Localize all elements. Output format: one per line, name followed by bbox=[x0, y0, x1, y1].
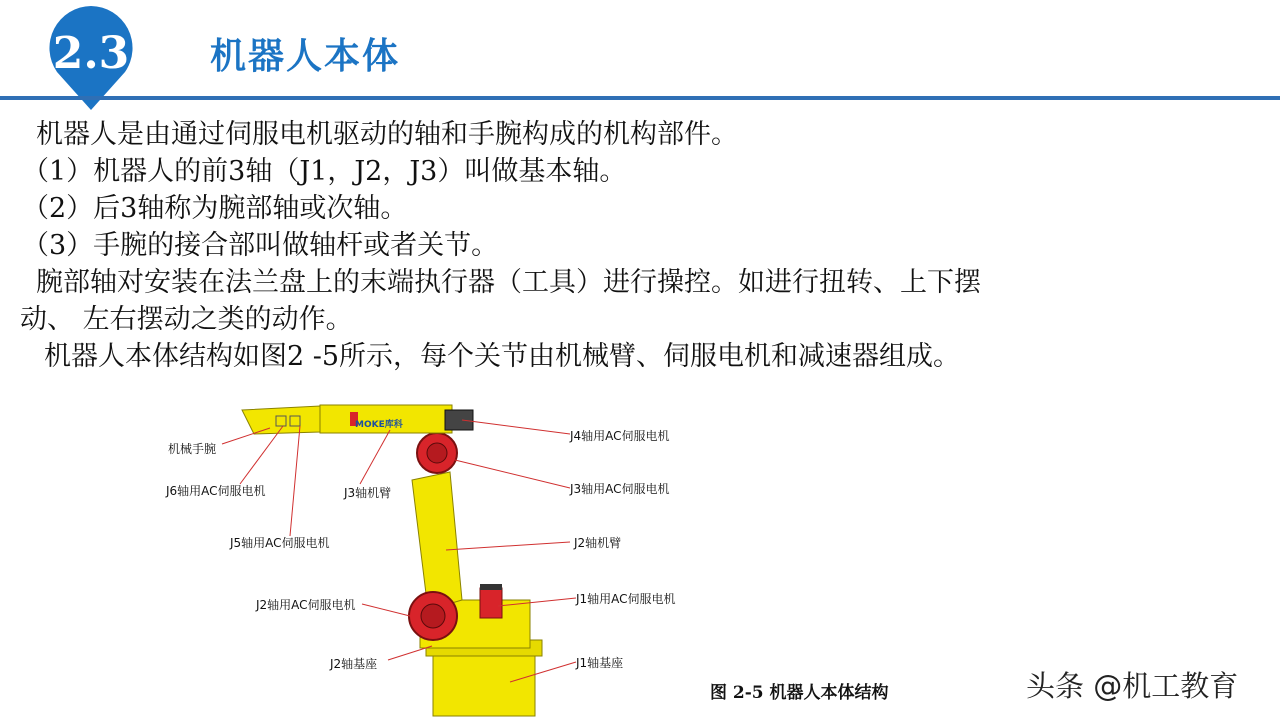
robot-figure bbox=[150, 400, 710, 720]
page-title: 机器人本体 bbox=[210, 36, 401, 77]
robot-illustration bbox=[150, 400, 710, 720]
label-j1-base: J1轴基座 bbox=[576, 656, 624, 670]
body-line: （2）后3轴称为腕部轴或次轴。 bbox=[22, 193, 408, 224]
body-text bbox=[20, 116, 1250, 375]
label-j2-motor: J2轴用AC伺服电机 bbox=[256, 598, 356, 612]
section-badge bbox=[0, 0, 180, 120]
watermark-text: 头条 @机工教育 bbox=[1026, 669, 1239, 703]
brand-logo-text: MOKE库科 bbox=[355, 420, 403, 430]
body-line: 动、 左右摆动之类的动作。 bbox=[20, 304, 353, 335]
label-j3-arm: J3轴机臂 bbox=[344, 486, 392, 500]
header-divider bbox=[0, 96, 1280, 100]
label-j3-motor: J3轴用AC伺服电机 bbox=[570, 482, 670, 496]
label-j1-motor: J1轴用AC伺服电机 bbox=[576, 592, 676, 606]
body-line: 腕部轴对安装在法兰盘上的末端执行器（工具）进行操控。如进行扭转、上下摆 bbox=[36, 267, 981, 298]
section-number: 2.3 bbox=[52, 28, 130, 79]
label-j4-motor: J4轴用AC伺服电机 bbox=[570, 429, 670, 443]
figure-caption: 图 2-5 机器人本体结构 bbox=[710, 683, 889, 703]
label-j6-motor: J6轴用AC伺服电机 bbox=[166, 484, 266, 498]
label-j2-base: J2轴基座 bbox=[330, 657, 378, 671]
body-line: 机器人本体结构如图2 -5所示，每个关节由机械臂、伺服电机和减速器组成。 bbox=[44, 341, 961, 372]
body-line: （3）手腕的接合部叫做轴杆或者关节。 bbox=[22, 230, 499, 261]
label-j2-arm: J2轴机臂 bbox=[574, 536, 622, 550]
body-line: （1）机器人的前3轴（J1，J2，J3）叫做基本轴。 bbox=[22, 156, 627, 187]
body-line: 机器人是由通过伺服电机驱动的轴和手腕构成的机构部件。 bbox=[36, 119, 738, 150]
label-j5-motor: J5轴用AC伺服电机 bbox=[230, 536, 330, 550]
label-wrist: 机械手腕 bbox=[168, 442, 217, 456]
